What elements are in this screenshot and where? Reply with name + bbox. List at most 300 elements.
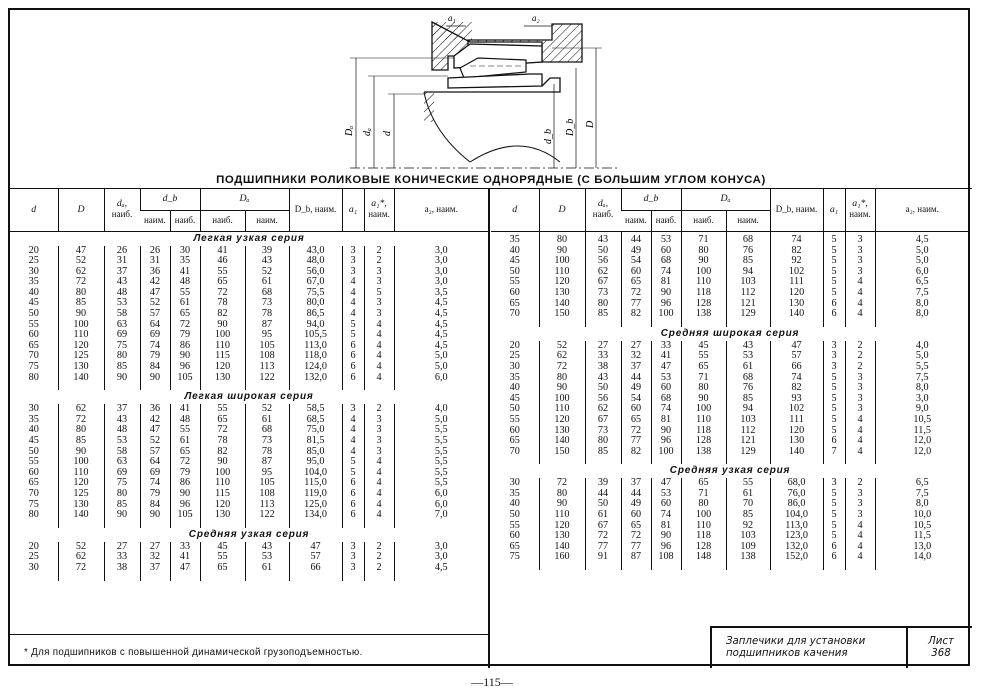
table-cell: 74 (651, 267, 681, 278)
table-cell: 65 (509, 540, 520, 552)
table-cell: 14,0 (875, 552, 969, 563)
table-cell: 4 (342, 415, 364, 426)
table-cell: 12,0 (875, 436, 969, 447)
table-cell: 55 (170, 288, 200, 299)
table-cell: 150 (539, 447, 585, 458)
table-cell: 5 (823, 288, 845, 299)
table-cell: 140 (770, 309, 823, 320)
table-cell: 80 (539, 489, 585, 500)
table-cell: 53 (104, 298, 140, 309)
table-cell: 85 (58, 436, 104, 447)
table-cell: 27 (621, 341, 651, 352)
label-da: dₐ (362, 128, 373, 136)
table-cell: 43 (245, 542, 289, 553)
table-cell: 3 (845, 383, 875, 394)
table-cell: 80 (28, 509, 39, 521)
table-cell: 75 (509, 551, 520, 563)
table-cell: 90 (651, 288, 681, 299)
table-cell: 108 (245, 489, 289, 500)
table-cell: 30 (28, 561, 39, 573)
series-title: Средняя узкая серия (188, 528, 310, 540)
table-cell: 55 (200, 552, 245, 563)
table-cell: 4 (845, 531, 875, 542)
table-cell: 53 (104, 436, 140, 447)
table-cell: 37 (104, 404, 140, 415)
table-cell: 4,5 (394, 341, 488, 352)
table-cell: 120 (770, 288, 823, 299)
table-cell: 3 (342, 246, 364, 257)
table-cell: 45 (28, 435, 39, 446)
header-a2: a₂, наим. (875, 188, 969, 231)
table-cell: 47 (58, 246, 104, 257)
table-cell: 47 (651, 362, 681, 373)
table-cell: 70 (509, 445, 520, 457)
table-cell: 3 (342, 552, 364, 563)
table-cell: 80 (58, 288, 104, 299)
table-cell: 138 (681, 309, 726, 320)
table-cell: 66 (289, 563, 342, 574)
table-cell: 120 (58, 341, 104, 352)
table-cell: 108 (245, 351, 289, 362)
table-cell: 58 (104, 309, 140, 320)
table-cell: 73 (245, 436, 289, 447)
stamp-sheet-cell (906, 628, 974, 668)
table-cell: 140 (58, 510, 104, 521)
table-cell: 67 (585, 415, 621, 426)
table-cell: 32 (621, 351, 651, 362)
table-cell: 4 (845, 277, 875, 288)
table-cell: 3 (364, 298, 394, 309)
table-cell: 95 (245, 330, 289, 341)
table-cell: 5,5 (394, 425, 488, 436)
table-cell: 90 (681, 256, 726, 267)
series-title: Легкая широкая серия (184, 391, 314, 403)
table-cell: 25 (509, 350, 520, 362)
table-cell: 62 (58, 404, 104, 415)
table-cell: 52 (58, 542, 104, 553)
table-cell: 150 (539, 309, 585, 320)
table-cell: 100 (681, 510, 726, 521)
table-cell: 85 (585, 447, 621, 458)
table-cell: 45 (509, 255, 520, 267)
table-cell: 62 (585, 404, 621, 415)
table-cell: 100 (539, 394, 585, 405)
table-cell: 86 (170, 478, 200, 489)
table-cell: 20 (509, 339, 520, 351)
table-cell: 55 (509, 276, 520, 288)
table-cell: 65 (621, 277, 651, 288)
table-cell: 138 (681, 447, 726, 458)
header-a1: a₁ (342, 188, 364, 231)
table-cell: 3 (845, 246, 875, 257)
table-row (491, 288, 969, 299)
table-cell: 138 (726, 552, 770, 563)
table-cell: 120 (539, 521, 585, 532)
table-cell: 84 (140, 362, 170, 373)
table-cell: 31 (140, 256, 170, 267)
header-db-naim: наим. (621, 210, 651, 231)
table-cell: 4,0 (875, 341, 969, 352)
table-cell: 90 (140, 373, 170, 384)
table-cell: 7,5 (875, 373, 969, 384)
table-cell: 80 (585, 436, 621, 447)
table-cell: 6 (342, 373, 364, 384)
table-cell: 6 (342, 341, 364, 352)
table-cell: 49 (621, 499, 651, 510)
table-cell: 2 (845, 362, 875, 373)
table-cell: 4 (364, 500, 394, 511)
table-cell: 120 (539, 415, 585, 426)
table-cell: 79 (170, 468, 200, 479)
table-cell: 130 (58, 500, 104, 511)
table-cell: 40 (28, 286, 39, 298)
table-cell: 43 (585, 373, 621, 384)
table-cell: 3 (364, 267, 394, 278)
table-cell: 5 (823, 246, 845, 257)
header-Da-naib: наиб. (681, 210, 726, 231)
table-cell: 47 (289, 542, 342, 553)
table-cell: 87 (621, 552, 651, 563)
table-cell: 11,5 (875, 531, 969, 542)
table-cell: 3 (342, 267, 364, 278)
table-cell: 152,0 (770, 552, 823, 563)
table-cell: 55 (28, 318, 39, 330)
header-D: D (539, 188, 585, 231)
table-cell: 4 (845, 542, 875, 553)
table-cell: 3 (823, 341, 845, 352)
table-cell: 68 (245, 425, 289, 436)
table-cell: 65 (170, 309, 200, 320)
table-cell: 49 (621, 383, 651, 394)
right-bearing-table (491, 188, 969, 570)
right-table-body (491, 231, 969, 570)
table-cell: 125,0 (289, 500, 342, 511)
table-cell: 48 (170, 277, 200, 288)
table-cell: 62 (58, 267, 104, 278)
header-Db: D_b, наим. (770, 188, 823, 231)
table-cell: 4,5 (394, 309, 488, 320)
table-cell: 120 (200, 362, 245, 373)
table-cell: 60 (509, 286, 520, 298)
table-cell: 65 (170, 447, 200, 458)
table-row (491, 235, 969, 246)
table-cell: 113,0 (770, 521, 823, 532)
table-cell: 62 (585, 267, 621, 278)
stamp-sheet-number: 368 (931, 648, 951, 659)
spacer-row (491, 457, 969, 464)
table-cell: 92 (726, 521, 770, 532)
table-cell: 2 (364, 563, 394, 574)
header-a1s-sub: наим. (849, 209, 871, 220)
table-cell: 53 (651, 235, 681, 246)
table-cell: 5,5 (394, 457, 488, 468)
table-cell: 33 (651, 341, 681, 352)
table-cell: 2 (845, 478, 875, 489)
table-cell: 43 (245, 256, 289, 267)
table-cell: 3 (823, 478, 845, 489)
table-cell: 3 (823, 351, 845, 362)
table-cell: 5,0 (394, 415, 488, 426)
table-cell: 104,0 (770, 510, 823, 521)
table-cell: 94 (726, 404, 770, 415)
table-cell: 27 (140, 542, 170, 553)
table-cell: 5 (342, 468, 364, 479)
table-cell: 6 (823, 542, 845, 553)
table-cell: 112 (726, 426, 770, 437)
header-da (104, 188, 140, 231)
table-cell: 8,0 (875, 383, 969, 394)
header-db-naib: наиб. (651, 210, 681, 231)
table-cell: 4 (845, 521, 875, 532)
table-cell: 110 (681, 521, 726, 532)
table-cell: 130 (539, 288, 585, 299)
table-cell: 92 (770, 256, 823, 267)
table-cell: 119,0 (289, 489, 342, 500)
table-cell: 100 (681, 404, 726, 415)
table-cell: 6 (342, 510, 364, 521)
table-cell: 90 (200, 320, 245, 331)
table-cell: 140 (770, 447, 823, 458)
table-cell: 47 (140, 288, 170, 299)
table-cell: 82 (770, 246, 823, 257)
header-da-symbol: dₐ, (116, 198, 128, 210)
table-cell: 112 (726, 288, 770, 299)
table-cell: 4 (845, 415, 875, 426)
table-cell: 37 (621, 362, 651, 373)
table-cell: 110 (200, 341, 245, 352)
table-cell: 6 (823, 436, 845, 447)
table-cell: 4 (845, 426, 875, 437)
table-cell: 7,5 (875, 489, 969, 500)
table-cell: 10,0 (875, 510, 969, 521)
table-cell: 113 (245, 500, 289, 511)
table-cell: 85,0 (289, 447, 342, 458)
table-cell: 82 (621, 309, 651, 320)
table-cell: 123,0 (770, 531, 823, 542)
table-cell: 82 (770, 383, 823, 394)
table-cell: 61 (170, 436, 200, 447)
table-cell: 100 (58, 320, 104, 331)
header-db-naim: наим. (140, 210, 170, 231)
table-cell: 33 (585, 351, 621, 362)
table-cell: 80 (681, 383, 726, 394)
table-cell: 90 (140, 510, 170, 521)
spacer-row (491, 563, 969, 570)
header-a1s (364, 188, 394, 231)
table-cell: 105 (245, 341, 289, 352)
table-cell: 36 (140, 404, 170, 415)
table-cell: 4,5 (394, 563, 488, 574)
table-cell: 113 (245, 362, 289, 373)
table-cell: 5 (823, 235, 845, 246)
table-cell: 80 (681, 246, 726, 257)
table-title: ПОДШИПНИКИ РОЛИКОВЫЕ КОНИЧЕСКИЕ ОДНОРЯДНЫЕ (С БОЛЬШИМ УГЛОМ КОНУСА) (216, 174, 766, 186)
table-cell: 132,0 (289, 373, 342, 384)
table-cell: 100 (651, 447, 681, 458)
table-cell: 128 (681, 299, 726, 310)
table-cell: 50 (28, 445, 39, 457)
table-cell: 82 (200, 447, 245, 458)
table-cell: 102 (770, 404, 823, 415)
table-cell: 44 (621, 235, 651, 246)
table-cell: 30 (28, 265, 39, 277)
table-cell: 60 (621, 267, 651, 278)
table-cell: 4 (364, 320, 394, 331)
table-cell: 36 (140, 267, 170, 278)
series-title: Средняя узкая серия (669, 465, 791, 477)
table-cell: 68 (245, 288, 289, 299)
table-cell: 64 (140, 320, 170, 331)
table-cell: 130 (539, 426, 585, 437)
table-cell: 87 (245, 320, 289, 331)
table-cell: 10,5 (875, 415, 969, 426)
table-cell: 71 (681, 235, 726, 246)
table-cell: 6 (823, 309, 845, 320)
label-D: D (585, 120, 596, 128)
table-cell: 60 (621, 404, 651, 415)
table-row (10, 563, 488, 574)
table-cell: 4,5 (394, 330, 488, 341)
table-cell: 5 (823, 267, 845, 278)
table-cell: 50 (509, 265, 520, 277)
table-cell: 90 (104, 510, 140, 521)
table-cell: 5 (823, 256, 845, 267)
table-cell: 96 (651, 299, 681, 310)
header-da-sub: наиб. (111, 209, 133, 220)
table-cell: 3 (845, 489, 875, 500)
table-cell: 85 (585, 309, 621, 320)
label-Db: D_b (565, 118, 576, 136)
table-cell: 31 (104, 256, 140, 267)
table-cell: 3 (364, 447, 394, 458)
table-cell: 86,0 (770, 499, 823, 510)
table-cell: 63 (104, 457, 140, 468)
table-cell: 58 (104, 447, 140, 458)
table-cell: 7,5 (875, 288, 969, 299)
table-cell: 55 (28, 456, 39, 468)
table-cell: 43,0 (289, 246, 342, 257)
table-cell: 56 (585, 256, 621, 267)
table-cell: 79 (140, 351, 170, 362)
table-cell: 67,0 (289, 277, 342, 288)
table-cell: 102 (770, 267, 823, 278)
table-cell: 57 (140, 309, 170, 320)
table-cell: 35 (509, 371, 520, 383)
table-cell: 61 (245, 415, 289, 426)
table-cell: 20 (28, 540, 39, 552)
header-Da-naib: наиб. (200, 210, 245, 231)
table-cell: 3 (342, 256, 364, 267)
header-a1: a₁ (823, 188, 845, 231)
table-cell: 5,0 (875, 351, 969, 362)
table-cell: 65 (200, 415, 245, 426)
table-cell: 90 (200, 457, 245, 468)
table-cell: 9,0 (875, 404, 969, 415)
table-cell: 72 (200, 288, 245, 299)
table-cell: 5,0 (875, 246, 969, 257)
table-cell: 41 (651, 351, 681, 362)
table-cell: 2 (364, 552, 394, 563)
table-row (10, 436, 488, 447)
table-cell: 121 (726, 299, 770, 310)
table-cell: 130 (770, 299, 823, 310)
table-cell: 4 (845, 447, 875, 458)
table-cell: 74 (140, 341, 170, 352)
table-cell: 54 (621, 394, 651, 405)
table-cell: 10,5 (875, 521, 969, 532)
header-a1s-symbol: a₁*, (852, 198, 868, 210)
header-da-symbol: dₐ, (597, 198, 609, 210)
table-cell: 7 (823, 447, 845, 458)
table-cell: 3,5 (394, 288, 488, 299)
table-cell: 33 (104, 552, 140, 563)
header-Da: Dₐ (200, 188, 289, 210)
footnote: * Для подшипников с повышенной динамической грузоподъемностью. (10, 634, 488, 668)
table-cell: 26 (104, 246, 140, 257)
table-cell: 6,0 (875, 267, 969, 278)
table-cell: 8,0 (875, 499, 969, 510)
stamp-sheet-label: Лист (928, 636, 954, 647)
table-cell: 55 (200, 267, 245, 278)
table-cell: 20 (28, 244, 39, 256)
table-cell: 80 (539, 235, 585, 246)
table-cell: 4 (342, 436, 364, 447)
table-cell: 3 (845, 510, 875, 521)
table-cell: 60 (651, 499, 681, 510)
table-cell: 62 (58, 552, 104, 563)
table-cell: 68,0 (770, 478, 823, 489)
table-cell: 3 (364, 415, 394, 426)
table-cell: 53 (651, 489, 681, 500)
table-cell: 3 (845, 499, 875, 510)
table-cell: 120 (770, 426, 823, 437)
table-cell: 105 (170, 510, 200, 521)
table-cell: 104,0 (289, 468, 342, 479)
series-heading-row (10, 231, 488, 246)
table-cell: 5 (823, 404, 845, 415)
table-cell: 81 (651, 521, 681, 532)
table-cell: 4 (364, 373, 394, 384)
table-cell: 47 (170, 563, 200, 574)
table-cell: 130 (200, 373, 245, 384)
table-cell: 80 (104, 351, 140, 362)
table-cell: 81 (651, 277, 681, 288)
table-cell: 56,0 (289, 267, 342, 278)
table-cell: 41 (170, 267, 200, 278)
table-cell: 79 (140, 489, 170, 500)
table-cell: 74 (651, 510, 681, 521)
table-row (491, 309, 969, 320)
table-cell: 37 (140, 563, 170, 574)
table-cell: 75,0 (289, 425, 342, 436)
table-cell: 61 (245, 277, 289, 288)
table-cell: 50 (585, 383, 621, 394)
table-cell: 44 (585, 489, 621, 500)
table-cell: 90 (651, 426, 681, 437)
table-cell: 94,0 (289, 320, 342, 331)
table-cell: 103 (726, 531, 770, 542)
table-cell: 6 (823, 299, 845, 310)
table-cell: 90 (651, 531, 681, 542)
table-cell: 100 (539, 256, 585, 267)
table-cell: 70 (509, 308, 520, 320)
table-cell: 38 (585, 362, 621, 373)
table-cell: 90 (539, 499, 585, 510)
table-cell: 2 (364, 542, 394, 553)
table-cell: 30 (509, 360, 520, 372)
table-cell: 55 (681, 351, 726, 362)
table-cell: 78 (200, 436, 245, 447)
